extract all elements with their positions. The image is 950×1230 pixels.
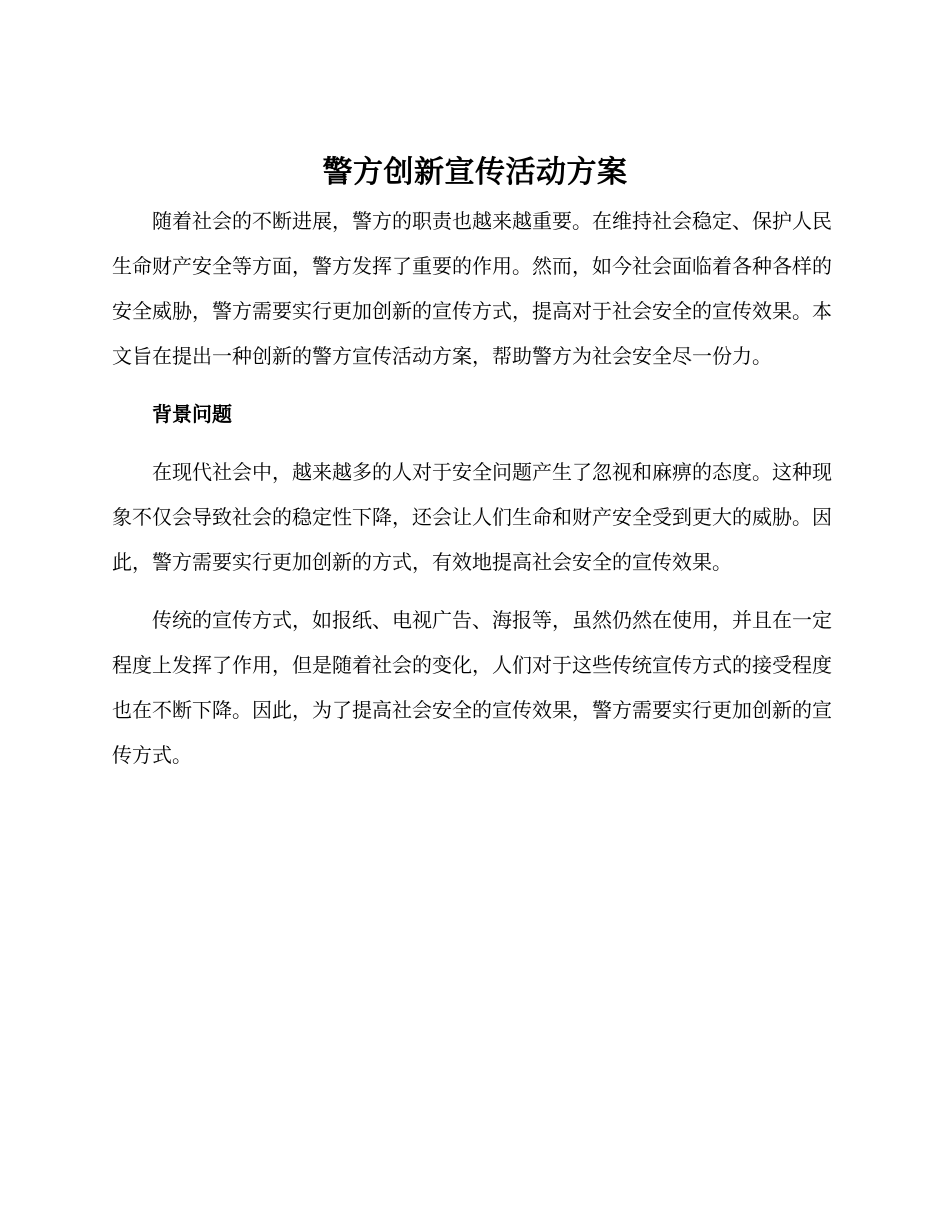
body-paragraph-2: 传统的宣传方式，如报纸、电视广告、海报等，虽然仍然在使用，并且在一定程度上发挥了作用，但是随着社会的变化，人们对于这些传统宣传方式的接受程度也在不断下降。因此，为了提高社会安全的宣传效果，警方需要实行更加创新的宣传方式。	[112, 608, 832, 767]
document-body	[112, 199, 832, 778]
document-title: 警方创新宣传活动方案	[322, 155, 628, 190]
spacer	[112, 585, 832, 598]
section-heading-background: 背景问题	[152, 402, 232, 426]
intro-paragraph: 随着社会的不断进展，警方的职责也越来越重要。在维持社会稳定、保护人民生命财产安全等方面，警方发挥了重要的作用。然而，如今社会面临着各种各样的安全威胁，警方需要实行更加创新的宣传方式，提高对于社会安全的宣传效果。本文旨在提出一种创新的警方宣传活动方案，帮助警方为社会安全尽一份力。	[112, 209, 832, 368]
body-paragraph-1: 在现代社会中，越来越多的人对于安全问题产生了忽视和麻痹的态度。这种现象不仅会导致社会的稳定性下降，还会让人们生命和财产安全受到更大的威胁。因此，警方需要实行更加创新的方式，有效地提高社会安全的宣传效果。	[112, 460, 832, 574]
spacer	[112, 437, 832, 450]
spacer	[112, 379, 832, 392]
